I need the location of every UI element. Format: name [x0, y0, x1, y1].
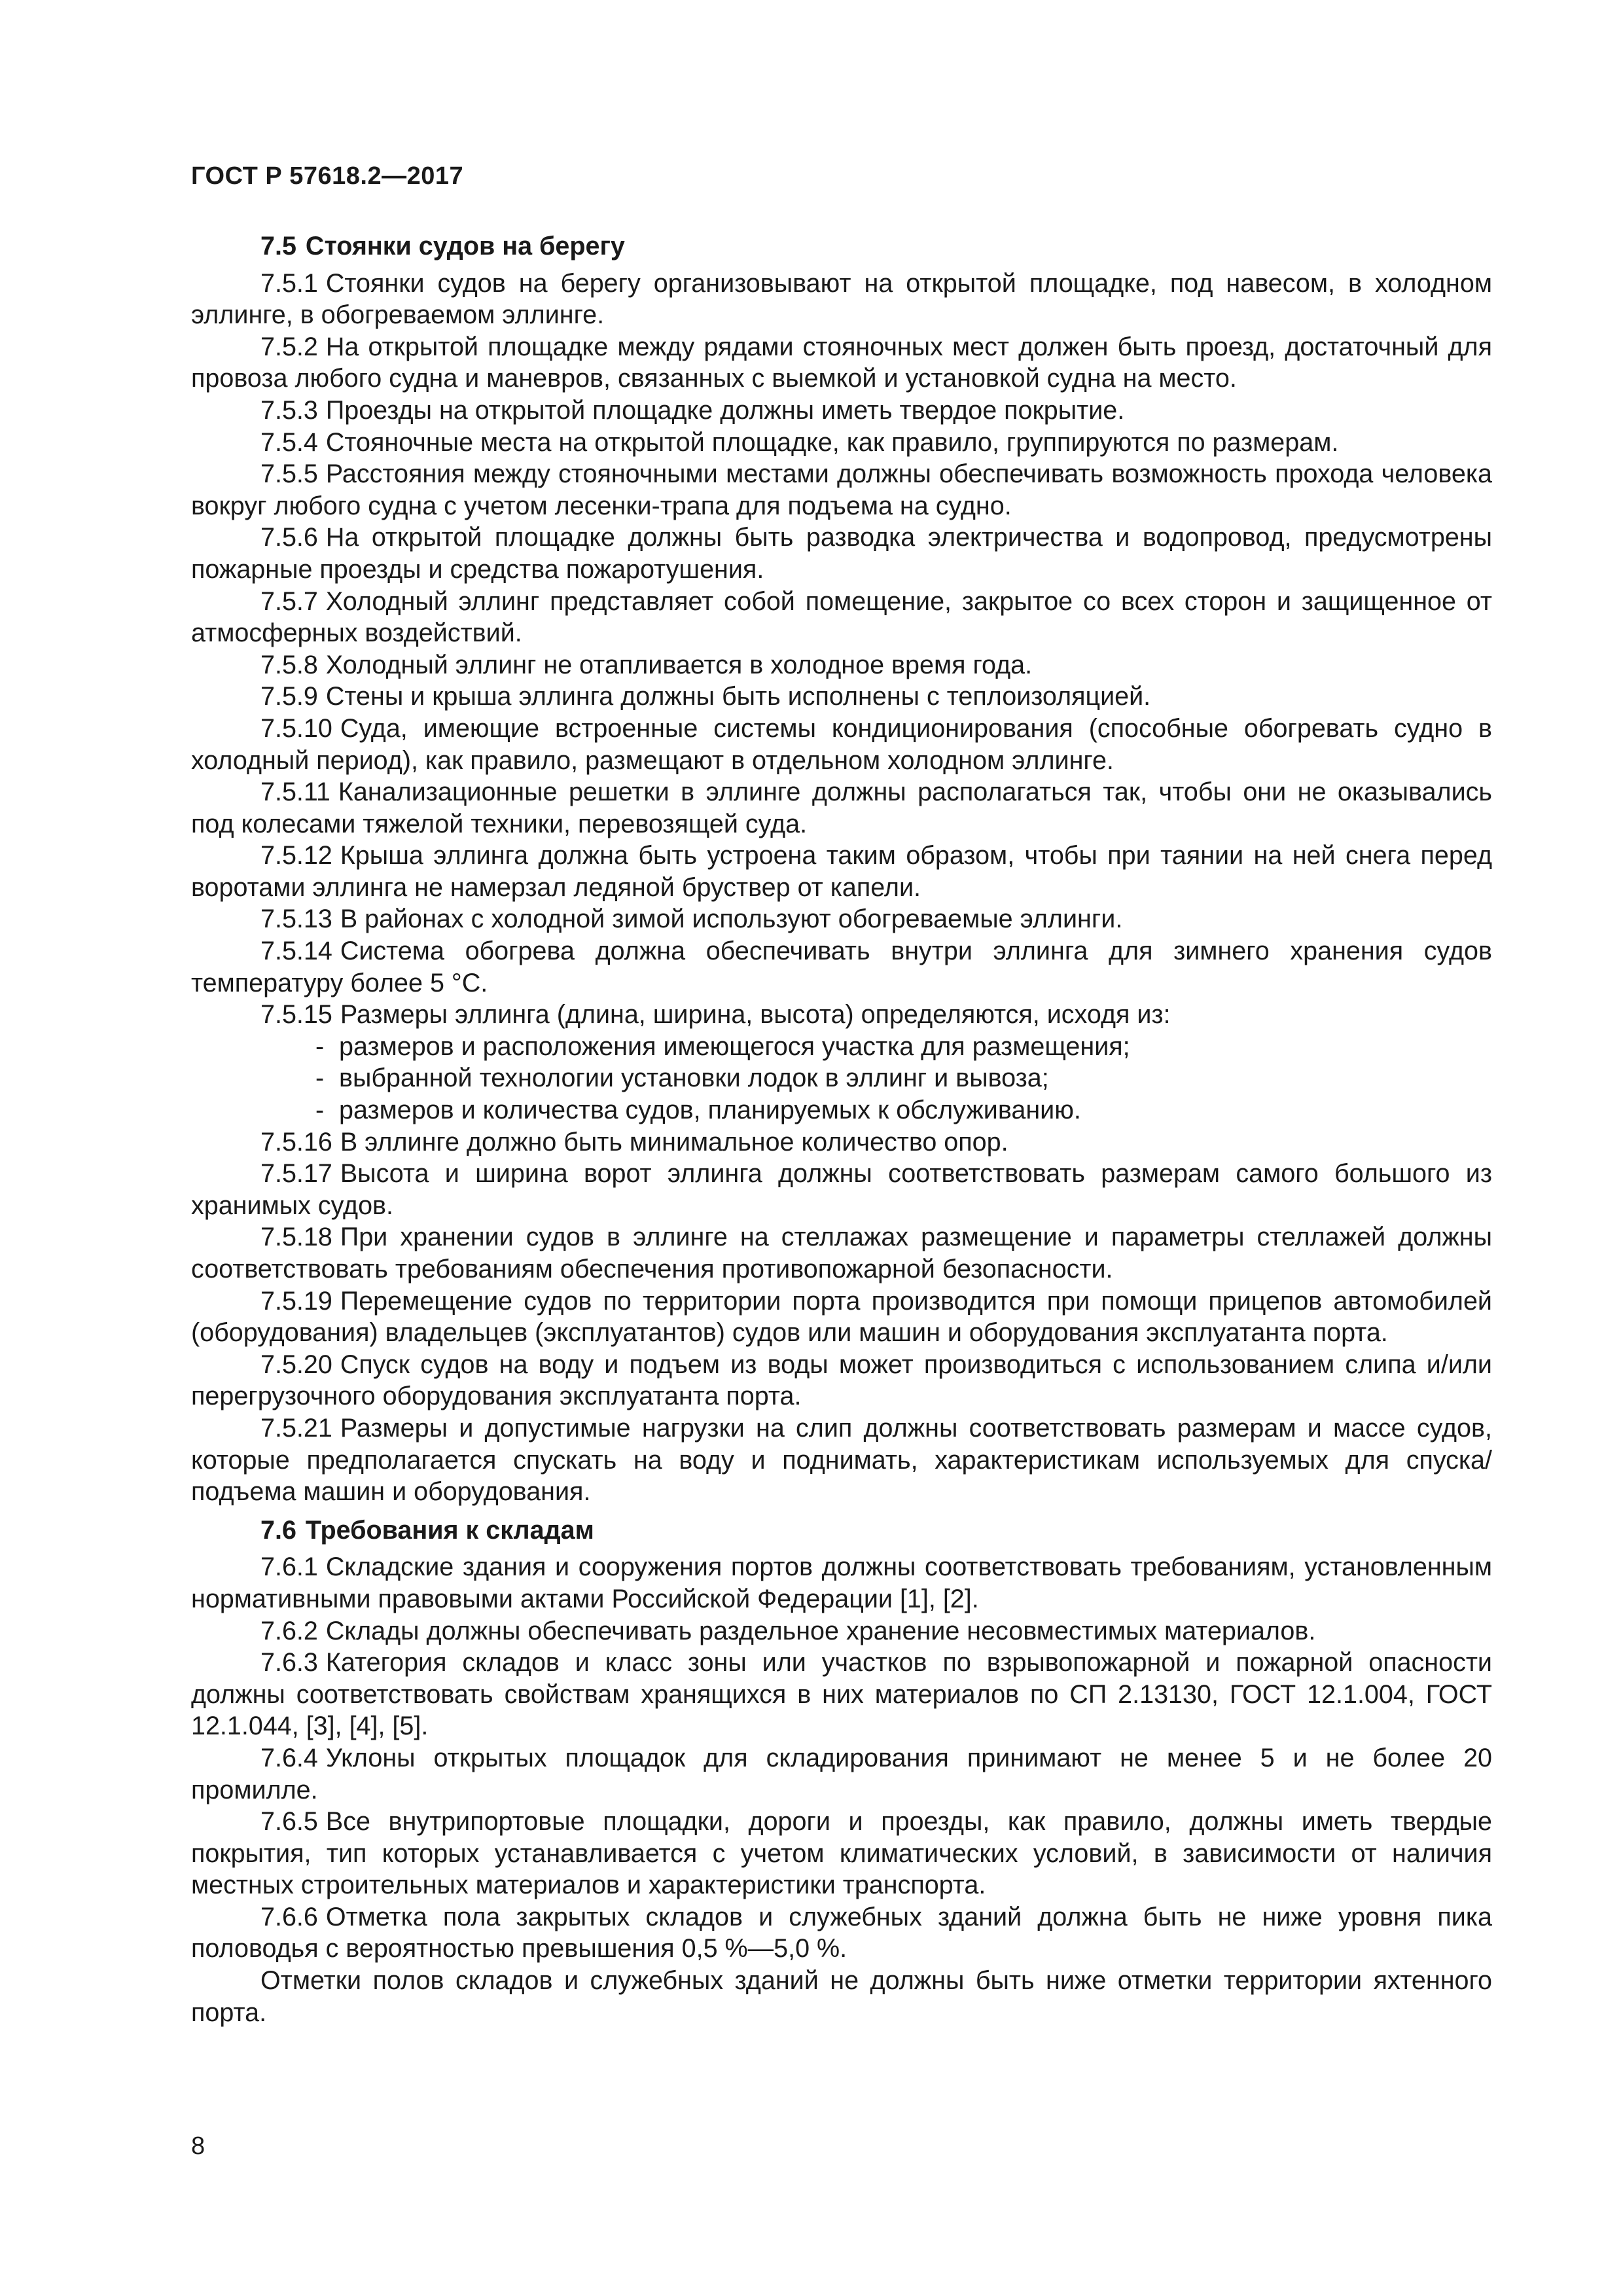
- section-heading-7-6: [191, 1515, 1492, 1547]
- clause-number: 7.5.16: [260, 1127, 332, 1157]
- paragraph: [191, 268, 1492, 331]
- clause-number: 7.5.11: [260, 778, 330, 807]
- clause-number: 7.5.5: [260, 459, 318, 489]
- clause-text: Стояночные места на открытой площадке, как правило, группируются по размерам.: [325, 427, 1339, 457]
- clause-text: В эллинге должно быть минимальное количество опор.: [340, 1127, 1008, 1157]
- paragraph: [191, 903, 1492, 935]
- paragraph: [191, 331, 1492, 395]
- page-number: 8: [191, 2132, 205, 2160]
- clause-number: 7.5.14: [260, 937, 332, 966]
- clause-number: 7.6.5: [260, 1807, 318, 1837]
- paragraph: [191, 1551, 1492, 1615]
- clause-text: Отметка пола закрытых складов и служебных зданий должна быть не ниже уровня пика половодья с вероятностью превышения 0,5 %—5,0 %.: [191, 1902, 1492, 1964]
- clause-number: 7.6.2: [260, 1616, 318, 1645]
- section-title: Требования к складам: [305, 1515, 594, 1545]
- paragraph: [191, 427, 1492, 459]
- clause-number: 7.5.8: [260, 650, 318, 679]
- clause-text: Расстояния между стояночными местами должны обеспечивать возможность прохода человека вокруг любого судна с учетом лесенки-трапа для подъема на судно.: [191, 459, 1492, 520]
- paragraph: [191, 1285, 1492, 1349]
- paragraph: [191, 586, 1492, 649]
- clause-text: Канализационные решетки в эллинге должны располагаться так, чтобы они не оказывались под колесами тяжелой техники, перевозящей суда.: [191, 778, 1492, 838]
- clause-text: Спуск судов на воду и подъем из воды может производиться с использованием слипа и/или перегрузочного оборудования эксплуатанта порта.: [191, 1350, 1492, 1411]
- paragraph: [191, 458, 1492, 522]
- paragraph: [191, 935, 1492, 999]
- list-item-text: размеров и количества судов, планируемых к обслуживанию.: [339, 1096, 1081, 1125]
- document-code: ГОСТ Р 57618.2—2017: [191, 162, 464, 190]
- paragraph: [191, 1158, 1492, 1221]
- clause-text: Суда, имеющие встроенные системы кондиционирования (способные обогревать судно в холодный период), как правило, размещают в отдельном холодном эллинге.: [191, 713, 1492, 775]
- paragraph: [191, 1615, 1492, 1647]
- clause-number: 7.5.1: [260, 268, 318, 298]
- paragraph: [191, 1126, 1492, 1158]
- list-item-text: размеров и расположения имеющегося участка для размещения;: [339, 1031, 1130, 1061]
- clause-text: Система обогрева должна обеспечивать внутри эллинга для зимнего хранения судов температуру более 5 °С.: [191, 937, 1492, 997]
- paragraph: [191, 840, 1492, 903]
- bullet-list: [191, 1031, 1492, 1126]
- clause-text: Категория складов и класс зоны или участков по взрывопожарной и пожарной опасности должны соответствовать свойствам хранящихся в них материалов по СП 2.13130, ГОСТ 12.1.004, ГОСТ 12.1.044, [3], [4], [5].: [191, 1648, 1492, 1741]
- paragraph: [191, 522, 1492, 585]
- paragraph: [191, 713, 1492, 776]
- clause-number: 7.5.10: [260, 713, 332, 743]
- section-number: 7.5: [260, 232, 296, 260]
- clause-number: 7.5.9: [260, 682, 318, 711]
- paragraph: [191, 1742, 1492, 1806]
- clause-number: 7.5.2: [260, 332, 318, 361]
- section-title: Стоянки судов на берегу: [305, 232, 625, 260]
- clause-text: В районах с холодной зимой используют обогреваемые эллинги.: [340, 905, 1123, 934]
- clause-text: Размеры эллинга (длина, ширина, высота) определяются, исходя из:: [340, 1000, 1171, 1030]
- section-number: 7.6: [260, 1515, 296, 1545]
- clause-text: Стены и крыша эллинга должны быть исполнены с теплоизоляцией.: [325, 682, 1151, 711]
- clause-text: На открытой площадке должны быть разводка электричества и водопровод, предусмотрены пожарные проезды и средства пожаротушения.: [191, 523, 1492, 584]
- paragraph: [191, 1412, 1492, 1508]
- clause-number: 7.5.17: [260, 1159, 332, 1189]
- clause-text: Уклоны открытых площадок для складирования принимают не менее 5 и не более 20 промилле.: [191, 1743, 1492, 1804]
- clause-number: 7.6.3: [260, 1648, 318, 1677]
- closing-paragraph: Отметки полов складов и служебных зданий не должны быть ниже отметки территории яхтенного порта.: [191, 1966, 1492, 2027]
- paragraph: [191, 1221, 1492, 1285]
- document-body: [191, 230, 1492, 2028]
- list-item: - размеров и количества судов, планируемых к обслуживанию.: [191, 1094, 1492, 1126]
- clause-text: Все внутрипортовые площадки, дороги и проезды, как правило, должны иметь твердые покрытия, тип которых устанавливается с учетом климатических условий, в зависимости от наличия местных строительных материалов и характеристики транспорта.: [191, 1807, 1492, 1900]
- clause-text: Складские здания и сооружения портов должны соответствовать требованиям, установленным нормативными правовыми актами Российской Федерации [1], [2].: [191, 1552, 1492, 1613]
- clause-number: 7.5.20: [260, 1350, 332, 1379]
- clause-text: Высота и ширина ворот эллинга должны соответствовать размерам самого большого из хранимых судов.: [191, 1159, 1492, 1220]
- clause-number: 7.5.12: [260, 841, 332, 870]
- clause-number: 7.5.7: [260, 586, 318, 616]
- paragraph: [191, 1806, 1492, 1901]
- clause-number: 7.5.13: [260, 905, 332, 934]
- clause-text: На открытой площадке между рядами стояночных мест должен быть проезд, достаточный для провоза любого судна и маневров, связанных с выемкой и установкой судна на место.: [191, 332, 1492, 393]
- clause-text: При хранении судов в эллинге на стеллажах размещение и параметры стеллажей должны соответствовать требованиям обеспечения противопожарной безопасности.: [191, 1223, 1492, 1283]
- clause-text: Размеры и допустимые нагрузки на слип должны соответствовать размерам и массе судов, которые предполагается спускать на воду и поднимать, характеристикам используемых для спуска/подъема машин и оборудования.: [191, 1413, 1492, 1507]
- clause-number: 7.6.4: [260, 1743, 318, 1772]
- clause-number: 7.5.18: [260, 1223, 332, 1252]
- clause-text: Проезды на открытой площадке должны иметь твердое покрытие.: [325, 395, 1125, 425]
- clause-text: Стоянки судов на берегу организовывают на открытой площадке, под навесом, в холодном эллинге, в обогреваемом эллинге.: [191, 268, 1492, 330]
- clause-number: 7.5.19: [260, 1286, 332, 1316]
- paragraph: [191, 395, 1492, 427]
- clause-number: 7.5.21: [260, 1413, 332, 1443]
- section-heading-7-5: [191, 230, 1492, 262]
- clause-number: 7.6.6: [260, 1902, 318, 1931]
- paragraph: [191, 999, 1492, 1031]
- clause-text: Холодный эллинг не отапливается в холодное время года.: [325, 650, 1033, 679]
- paragraph: [191, 649, 1492, 681]
- clause-text: Склады должны обеспечивать раздельное хранение несовместимых материалов.: [325, 1616, 1316, 1645]
- list-item: - размеров и расположения имеющегося участка для размещения;: [191, 1031, 1492, 1063]
- paragraph: [191, 1901, 1492, 1965]
- clause-number: 7.5.3: [260, 395, 318, 425]
- paragraph: [191, 681, 1492, 713]
- paragraph: [191, 1349, 1492, 1412]
- clause-text: Крыша эллинга должна быть устроена таким образом, чтобы при таянии на ней снега перед воротами эллинга не намерзал ледяной бруствер от капели.: [191, 841, 1492, 902]
- paragraph: [191, 776, 1492, 840]
- list-item-text: выбранной технологии установки лодок в эллинг и вывоза;: [339, 1064, 1049, 1093]
- clause-text: Холодный эллинг представляет собой помещение, закрытое со всех сторон и защищенное от атмосферных воздействий.: [191, 586, 1492, 648]
- clause-number: 7.5.15: [260, 1000, 332, 1030]
- list-item: - выбранной технологии установки лодок в эллинг и вывоза;: [191, 1062, 1492, 1094]
- clause-number: 7.5.4: [260, 427, 318, 457]
- paragraph: [191, 1647, 1492, 1742]
- clause-number: 7.6.1: [260, 1552, 318, 1582]
- clause-text: Перемещение судов по территории порта производится при помощи прицепов автомобилей (оборудования) владельцев (эксплуатантов) судов или машин и оборудования эксплуатанта порта.: [191, 1286, 1492, 1348]
- clause-number: 7.5.6: [260, 523, 318, 552]
